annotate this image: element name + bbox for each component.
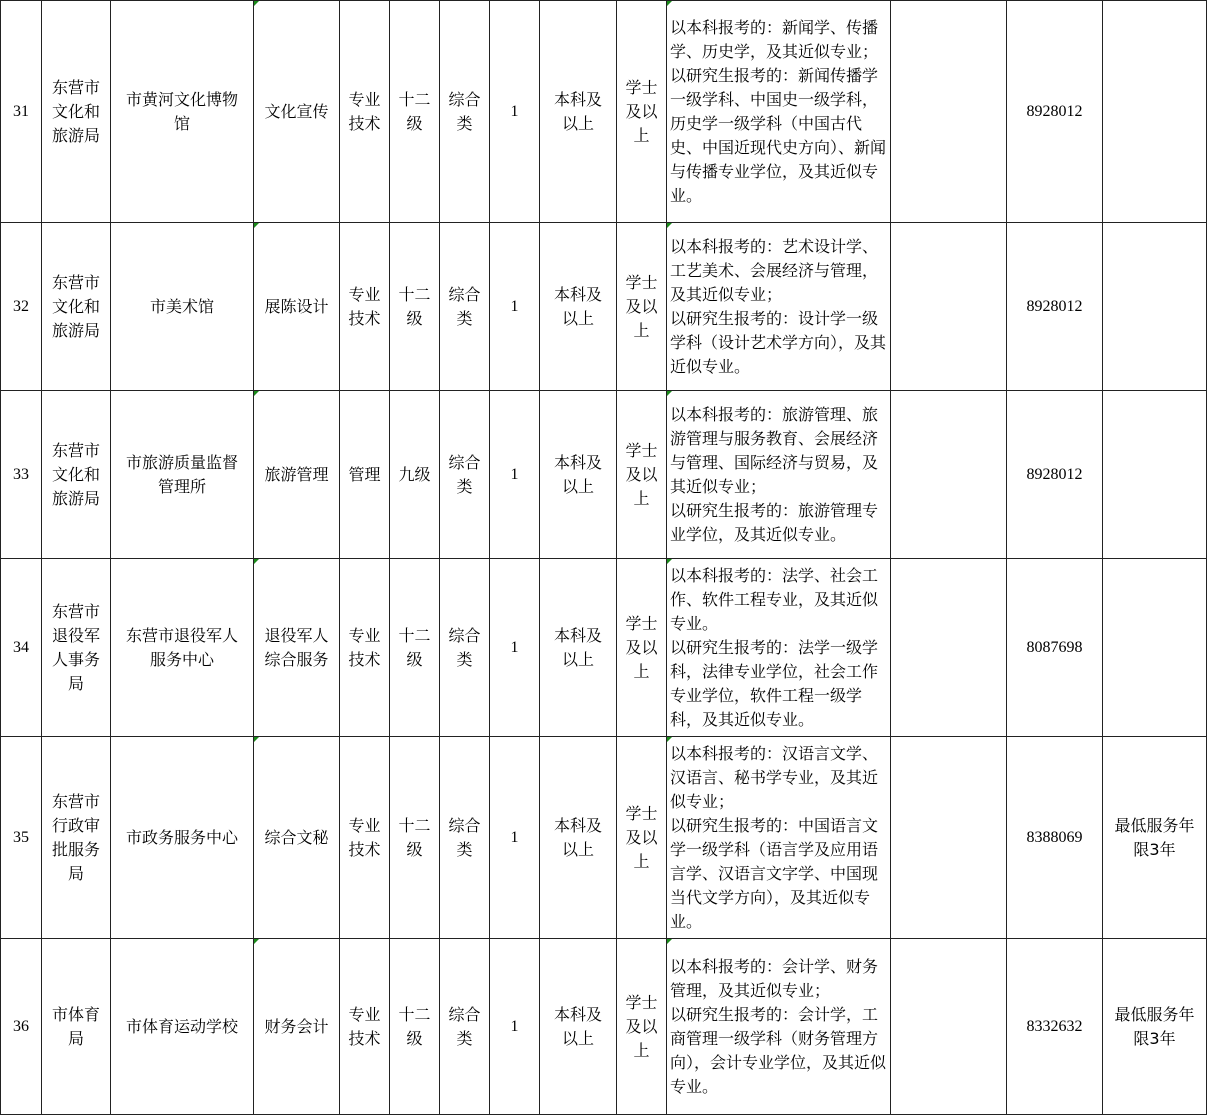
position-level-cell (390, 559, 440, 737)
row-number-cell (1, 391, 42, 559)
position-category-text: 专业技术 (348, 625, 381, 669)
degree-text: 学士及以上 (625, 440, 658, 508)
unit-cell (111, 939, 254, 1115)
position-level-cell (390, 939, 440, 1115)
major-requirements-cell (667, 939, 891, 1115)
major-requirements-text: 以本科报考的：艺术设计学、工艺美术、会展经济与管理，及其近似专业； 以研究生报考的：设计学一级学科（设计艺术学方向），及其近似专业。 (670, 236, 887, 376)
remark-cell (1103, 1, 1207, 223)
exam-type-cell (440, 223, 490, 391)
contact-phone-text: 8332632 (1026, 1017, 1083, 1035)
department-cell (42, 223, 111, 391)
remark-cell (1103, 391, 1207, 559)
position-text: 旅游管理 (264, 464, 329, 484)
position-category-cell (340, 1, 390, 223)
department-cell (42, 391, 111, 559)
education-cell (540, 559, 617, 737)
education-text: 本科及以上 (553, 284, 602, 328)
major-requirements-cell (667, 223, 891, 391)
contact-phone-text: 8087698 (1026, 638, 1083, 656)
unit-cell (111, 223, 254, 391)
position-category-text: 专业技术 (348, 284, 381, 328)
position-level-cell (390, 737, 440, 939)
hiring-count-cell (490, 939, 540, 1115)
contact-phone-text: 8388069 (1026, 828, 1083, 846)
degree-cell (617, 559, 667, 737)
department-cell (42, 559, 111, 737)
position-level-cell (390, 391, 440, 559)
position-category-text: 专业技术 (348, 1004, 381, 1048)
remark-cell (1103, 559, 1207, 737)
remark-cell (1103, 223, 1207, 391)
exam-type-text: 综合类 (448, 452, 481, 496)
exam-type-text: 综合类 (448, 625, 481, 669)
hiring-count-cell (490, 559, 540, 737)
position-cell (254, 559, 340, 737)
row-number-cell (1, 737, 42, 939)
unit-cell (111, 737, 254, 939)
department-cell (42, 939, 111, 1115)
row-number-text: 34 (13, 638, 29, 656)
unit-text: 市政务服务中心 (125, 827, 238, 847)
position-category-cell (340, 737, 390, 939)
remark-cell (1103, 737, 1207, 939)
row-number-text: 32 (13, 297, 29, 315)
exam-type-cell (440, 559, 490, 737)
major-requirements-text: 以本科报考的：法学、社会工作、软件工程专业，及其近似专业。 以研究生报考的：法学一级学科，法律专业学位，社会工作专业学位，软件工程一级学科，及其近似专业。 (670, 565, 879, 729)
row-number-text: 36 (13, 1017, 29, 1035)
position-category-cell (340, 559, 390, 737)
table-row (1, 939, 1207, 1115)
degree-text: 学士及以上 (625, 77, 658, 145)
department-text: 东营市文化和旅游局 (51, 272, 100, 340)
position-category-cell (340, 391, 390, 559)
education-text: 本科及以上 (553, 1004, 602, 1048)
hiring-count-text: 1 (510, 465, 519, 483)
position-text: 文化宣传 (264, 101, 329, 121)
position-cell (254, 391, 340, 559)
department-cell (42, 1, 111, 223)
education-text: 本科及以上 (553, 89, 602, 133)
exam-type-text: 综合类 (448, 284, 481, 328)
position-cell (254, 737, 340, 939)
hiring-count-text: 1 (510, 1017, 519, 1035)
degree-cell (617, 939, 667, 1115)
exam-type-cell (440, 1, 490, 223)
exam-type-text: 综合类 (448, 89, 481, 133)
position-category-text: 管理 (348, 464, 381, 484)
position-level-cell (390, 1, 440, 223)
position-text: 展陈设计 (264, 296, 329, 316)
unit-text: 东营市退役军人服务中心 (125, 625, 238, 669)
unit-text: 市黄河文化博物馆 (125, 89, 238, 133)
education-cell (540, 1, 617, 223)
position-cell (254, 939, 340, 1115)
education-cell (540, 223, 617, 391)
table-row (1, 1, 1207, 223)
hiring-count-text: 1 (510, 638, 519, 656)
department-text: 东营市文化和旅游局 (51, 440, 100, 508)
degree-cell (617, 223, 667, 391)
table-row (1, 391, 1207, 559)
row-number-cell (1, 223, 42, 391)
unit-cell (111, 559, 254, 737)
row-number-text: 35 (13, 828, 29, 846)
row-number-text: 33 (13, 465, 29, 483)
position-cell (254, 223, 340, 391)
education-text: 本科及以上 (553, 625, 602, 669)
education-text: 本科及以上 (553, 815, 602, 859)
major-requirements-cell (667, 1, 891, 223)
position-text: 退役军人综合服务 (264, 625, 329, 669)
exam-type-cell (440, 939, 490, 1115)
exam-type-text: 综合类 (448, 1004, 481, 1048)
major-requirements-text: 以本科报考的：新闻学、传播学、历史学，及其近似专业； 以研究生报考的：新闻传播学一级学科、中国史一级学科，历史学一级学科（中国古代史、中国近现代史方向）、新闻与传播专业学位，及其近似专业。 (670, 17, 887, 205)
position-level-cell (390, 223, 440, 391)
row-number-cell (1, 939, 42, 1115)
education-text: 本科及以上 (553, 452, 602, 496)
unit-cell (111, 391, 254, 559)
table-row (1, 559, 1207, 737)
row-number-text: 31 (13, 102, 29, 120)
major-requirements-text: 以本科报考的：汉语言文学、汉语言、秘书学专业，及其近似专业； 以研究生报考的：中国语言文学一级学科（语言学及应用语言学、汉语言文字学、中国现当代文学方向），及其近似专业。 (670, 743, 879, 931)
degree-text: 学士及以上 (625, 613, 658, 681)
position-text: 财务会计 (264, 1016, 329, 1036)
hiring-count-text: 1 (510, 297, 519, 315)
other-requirements-cell (891, 559, 1007, 737)
department-text: 东营市退役军人事务局 (51, 601, 100, 693)
position-level-text: 十二级 (398, 284, 431, 328)
major-requirements-text: 以本科报考的：会计学、财务管理，及其近似专业； 以研究生报考的：会计学，工商管理一级学科（财务管理方向），会计专业学位，及其近似专业。 (670, 956, 887, 1096)
contact-phone-cell (1007, 939, 1103, 1115)
education-cell (540, 939, 617, 1115)
hiring-count-cell (490, 223, 540, 391)
degree-cell (617, 1, 667, 223)
exam-type-cell (440, 391, 490, 559)
hiring-count-text: 1 (510, 828, 519, 846)
row-number-cell (1, 559, 42, 737)
contact-phone-text: 8928012 (1026, 102, 1083, 120)
position-category-text: 专业技术 (348, 815, 381, 859)
department-text: 东营市文化和旅游局 (51, 77, 100, 145)
table-row (1, 223, 1207, 391)
other-requirements-cell (891, 939, 1007, 1115)
position-cell (254, 1, 340, 223)
department-cell (42, 737, 111, 939)
degree-cell (617, 391, 667, 559)
position-category-cell (340, 223, 390, 391)
degree-text: 学士及以上 (625, 803, 658, 871)
other-requirements-cell (891, 1, 1007, 223)
position-category-cell (340, 939, 390, 1115)
unit-text: 市旅游质量监督管理所 (125, 452, 238, 496)
unit-cell (111, 1, 254, 223)
contact-phone-cell (1007, 559, 1103, 737)
position-level-text: 十二级 (398, 89, 431, 133)
remark-text: 最低服务年限3年 (1114, 815, 1195, 859)
education-cell (540, 737, 617, 939)
major-requirements-text: 以本科报考的：旅游管理、旅游管理与服务教育、会展经济与管理、国际经济与贸易，及其近似专业； 以研究生报考的：旅游管理专业学位，及其近似专业。 (670, 404, 879, 544)
major-requirements-cell (667, 559, 891, 737)
contact-phone-cell (1007, 391, 1103, 559)
education-cell (540, 391, 617, 559)
position-text: 综合文秘 (264, 827, 329, 847)
other-requirements-cell (891, 737, 1007, 939)
table-row (1, 737, 1207, 939)
contact-phone-text: 8928012 (1026, 465, 1083, 483)
hiring-count-cell (490, 1, 540, 223)
major-requirements-cell (667, 737, 891, 939)
contact-phone-cell (1007, 1, 1103, 223)
table-body (1, 1, 1207, 1115)
position-level-text: 十二级 (398, 625, 431, 669)
unit-text: 市体育运动学校 (125, 1016, 238, 1036)
major-requirements-cell (667, 391, 891, 559)
position-level-text: 十二级 (398, 1004, 431, 1048)
hiring-count-cell (490, 737, 540, 939)
degree-text: 学士及以上 (625, 992, 658, 1060)
unit-text: 市美术馆 (149, 296, 214, 316)
other-requirements-cell (891, 391, 1007, 559)
position-category-text: 专业技术 (348, 89, 381, 133)
contact-phone-text: 8928012 (1026, 297, 1083, 315)
remark-cell (1103, 939, 1207, 1115)
row-number-cell (1, 1, 42, 223)
exam-type-text: 综合类 (448, 815, 481, 859)
contact-phone-cell (1007, 223, 1103, 391)
department-text: 市体育局 (51, 1004, 100, 1048)
other-requirements-cell (891, 223, 1007, 391)
contact-phone-cell (1007, 737, 1103, 939)
position-level-text: 九级 (398, 464, 431, 484)
degree-text: 学士及以上 (625, 272, 658, 340)
department-text: 东营市行政审批服务局 (51, 791, 100, 883)
hiring-count-text: 1 (510, 102, 519, 120)
degree-cell (617, 737, 667, 939)
hiring-count-cell (490, 391, 540, 559)
position-level-text: 十二级 (398, 815, 431, 859)
exam-type-cell (440, 737, 490, 939)
remark-text: 最低服务年限3年 (1114, 1004, 1195, 1048)
